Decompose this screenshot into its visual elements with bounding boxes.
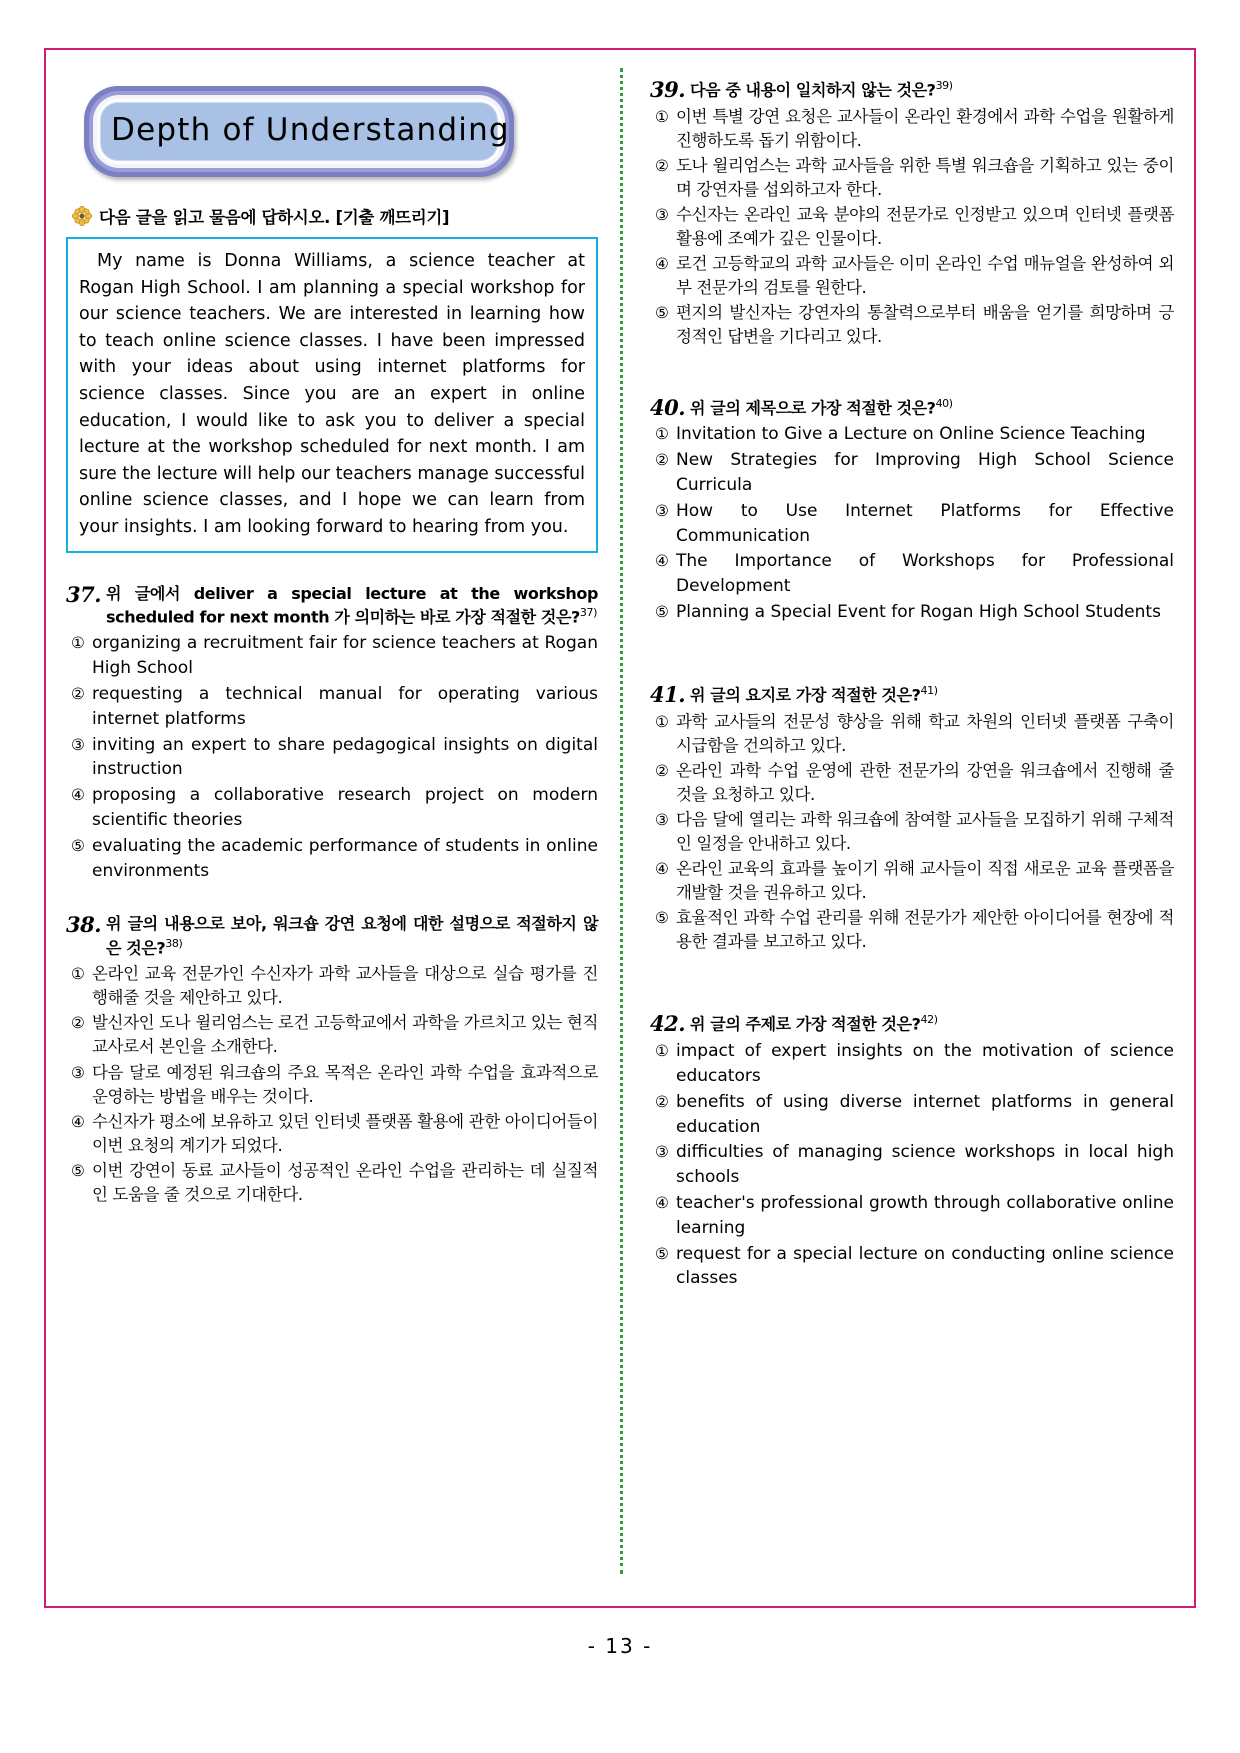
option-label: The Importance of Workshops for Professional Development: [676, 551, 1174, 597]
right-column: [620, 68, 1174, 1596]
option-item[interactable]: [66, 783, 598, 833]
option-marker: ①: [655, 1042, 669, 1061]
option-label: organizing a recruitment fair for science teachers at Rogan High School: [92, 633, 598, 679]
option-marker: ①: [71, 634, 85, 653]
option-marker: ⑤: [655, 909, 669, 928]
option-item[interactable]: [650, 105, 1174, 153]
option-label: 수신자가 평소에 보유하고 있던 인터넷 플랫폼 활용에 관한 아이디어들이 이번 요청의 계기가 되었다.: [92, 1111, 598, 1155]
question-42-sup: 42): [920, 1013, 938, 1027]
two-column-layout: [66, 68, 1174, 1596]
question-41-options: [650, 710, 1174, 955]
option-item[interactable]: [650, 1140, 1174, 1190]
option-item[interactable]: [66, 1011, 598, 1059]
option-item[interactable]: [650, 600, 1174, 625]
banner-title: Depth of Understanding: [111, 112, 510, 148]
option-label: 다음 달로 예정된 워크숍의 주요 목적은 온라인 과학 수업을 효과적으로 운영하는 방법을 배우는 것이다.: [92, 1062, 598, 1106]
option-marker: ④: [655, 255, 669, 274]
option-item[interactable]: [650, 203, 1174, 251]
option-label: benefits of using diverse internet platforms in general education: [676, 1091, 1174, 1137]
question-41-sup: 41): [920, 683, 938, 697]
option-item[interactable]: [66, 631, 598, 681]
question-40-head: [650, 396, 1174, 421]
option-label: 과학 교사들의 전문성 향상을 위해 학교 차원의 인터넷 플랫폼 구축이 시급함을 건의하고 있다.: [676, 711, 1174, 755]
option-item[interactable]: [650, 1090, 1174, 1140]
option-label: 효율적인 과학 수업 관리를 위해 전문가가 제안한 아이디어를 현장에 적용한 결과를 보고하고 있다.: [676, 908, 1174, 952]
option-item[interactable]: [66, 682, 598, 732]
option-marker: ⑤: [71, 836, 85, 855]
page-frame: [44, 48, 1196, 1608]
banner-layer-outer: [84, 86, 514, 177]
banner-layer-3: [93, 95, 510, 168]
flower-icon: [72, 206, 92, 226]
question-40-sup: 40): [935, 396, 953, 410]
option-label: 수신자는 온라인 교육 분야의 전문가로 인정받고 있으며 인터넷 플랫폼 활용에 조예가 깊은 인물이다.: [676, 205, 1174, 249]
question-37-sup: 37): [579, 606, 597, 620]
option-marker: ⑤: [655, 603, 669, 621]
question-38-sup: 38): [165, 937, 183, 951]
option-label: 편지의 발신자는 강연자의 통찰력으로부터 배움을 얻기를 희망하며 긍정적인 답변을 기다리고 있다.: [676, 303, 1174, 347]
option-label: difficulties of managing science workshops in local high schools: [676, 1142, 1174, 1188]
option-label: 로건 고등학교의 과학 교사들은 이미 온라인 수업 매뉴얼을 완성하여 외부 전문가의 검토를 원한다.: [676, 254, 1174, 298]
option-label: 온라인 과학 수업 운영에 관한 전문가의 강연을 워크숍에서 진행해 줄 것을 요청하고 있다.: [676, 760, 1174, 804]
option-label: 이번 특별 강연 요청은 교사들이 온라인 환경에서 과학 수업을 원활하게 진행하도록 돕기 위함이다.: [676, 106, 1174, 150]
question-40-number: 40.: [650, 394, 686, 420]
question-39-sup: 39): [935, 79, 953, 92]
page-number: - 13 -: [587, 1634, 653, 1658]
question-42-stem: 위 글의 주제로 가장 적절한 것은?$^{42)}$: [690, 1013, 938, 1034]
option-marker: ②: [655, 451, 669, 470]
option-label: 다음 달에 열리는 과학 워크숍에 참여할 교사들을 모집하기 위해 구체적인 일정을 안내하고 있다.: [676, 809, 1174, 853]
option-marker: ①: [655, 425, 669, 444]
option-marker: ③: [71, 1063, 85, 1082]
option-item[interactable]: [650, 549, 1174, 599]
page-footer: [44, 1608, 1196, 1658]
option-label: inviting an expert to share pedagogical insights on digital instruction: [92, 734, 598, 780]
option-item[interactable]: [66, 733, 598, 783]
reading-passage: My name is Donna Williams, a science teacher at Rogan High School. I am planning a special workshop for our science teachers. We are interested in learning how to teach online science classes. I have been impressed with your ideas about using internet platforms for science classes. Since you are an expert in online education, I would like to ask you to deliver a special lecture at the workshop scheduled for next month. I am sure the lecture will help our teachers manage successful online science classes, and I hope we can learn from your insights. I am looking forward to hearing from you.: [66, 237, 598, 553]
option-marker: ③: [655, 501, 669, 520]
question-38: [66, 913, 598, 1207]
option-item[interactable]: [650, 759, 1174, 807]
question-39-stem: 다음 중 내용이 일치하지 않는 것은?$^{39)}$: [690, 79, 953, 100]
column-divider: [620, 68, 623, 1574]
question-42-options: [650, 1039, 1174, 1291]
option-marker: ⑤: [71, 1161, 85, 1180]
question-37-number: 37.: [66, 581, 102, 607]
option-label: 발신자인 도나 윌리엄스는 로건 고등학교에서 과학을 가르치고 있는 현직 교사로서 본인을 소개한다.: [92, 1013, 598, 1057]
question-41-number: 41.: [650, 681, 686, 707]
option-label: impact of expert insights on the motivation of science educators: [676, 1041, 1174, 1086]
question-38-stem: 위 글의 내용으로 보아, 워크숍 강연 요청에 대한 설명으로 적절하지 않은 것은?$^{38)}$: [106, 914, 598, 958]
option-marker: ④: [655, 552, 669, 571]
option-item[interactable]: [66, 834, 598, 884]
option-item[interactable]: [650, 301, 1174, 349]
option-label: evaluating the academic performance of students in online environments: [92, 835, 598, 881]
option-marker: ④: [655, 860, 669, 879]
option-marker: ⑤: [655, 304, 669, 323]
option-label: Invitation to Give a Lecture on Online Science Teaching: [676, 424, 1146, 445]
option-label: request for a special lecture on conducting online science classes: [676, 1243, 1174, 1289]
option-item[interactable]: [650, 1191, 1174, 1241]
option-marker: ①: [655, 107, 669, 126]
question-39-options: [650, 105, 1174, 350]
question-39: [650, 78, 1174, 350]
banner-layer-2: [89, 91, 509, 172]
question-38-options: [66, 962, 598, 1207]
option-marker: ②: [655, 156, 669, 175]
option-label: New Strategies for Improving High School Science Curricula: [676, 450, 1174, 495]
left-column: [66, 68, 620, 1596]
option-label: 온라인 교육 전문가인 수신자가 과학 교사들을 대상으로 실습 평가를 진행해줄 것을 제안하고 있다.: [92, 964, 598, 1008]
instruction-text: 다음 글을 읽고 물음에 답하시오. [기출 깨뜨리기]: [99, 208, 450, 227]
question-42: [650, 1012, 1174, 1291]
option-marker: ③: [71, 735, 85, 754]
question-37: [66, 583, 598, 884]
option-label: proposing a collaborative research project on modern scientific theories: [92, 785, 598, 830]
option-marker: ①: [655, 712, 669, 731]
option-label: 이번 강연이 동료 교사들이 성공적인 온라인 수업을 관리하는 데 실질적인 도움을 줄 것으로 기대한다.: [92, 1160, 598, 1204]
option-label: teacher's professional growth through collaborative online learning: [676, 1193, 1174, 1238]
question-41-head: [650, 683, 1174, 708]
question-39-number: 39.: [650, 77, 686, 102]
option-marker: ⑤: [655, 1244, 669, 1263]
banner-layer-4: [97, 99, 510, 164]
option-marker: ③: [655, 1143, 669, 1162]
question-37-options: [66, 631, 598, 883]
option-marker: ④: [71, 1112, 85, 1131]
option-item[interactable]: [650, 1242, 1174, 1292]
option-marker: ①: [71, 965, 85, 984]
option-marker: ③: [655, 206, 669, 225]
option-item[interactable]: [650, 448, 1174, 498]
option-item[interactable]: [650, 499, 1174, 549]
question-40: [650, 396, 1174, 625]
option-item[interactable]: [66, 1159, 598, 1207]
option-marker: ④: [71, 786, 85, 805]
option-label: requesting a technical manual for operating various internet platforms: [92, 683, 598, 729]
option-item[interactable]: [650, 710, 1174, 758]
question-42-number: 42.: [650, 1011, 686, 1037]
question-38-head: [66, 913, 598, 960]
option-item[interactable]: [650, 1039, 1174, 1089]
option-marker: ③: [655, 810, 669, 829]
option-item[interactable]: [650, 252, 1174, 300]
option-item[interactable]: [66, 1110, 598, 1158]
option-marker: ②: [655, 761, 669, 780]
question-37-stem: 위 글에서 deliver a special lecture at the workshop scheduled for next month 가 의미하는 바로 가장 적절한 것은?$^{37)}$: [106, 583, 598, 627]
question-40-options: [650, 422, 1174, 625]
option-item[interactable]: [66, 1061, 598, 1109]
question-40-stem: 위 글의 제목으로 가장 적절한 것은?$^{40)}$: [690, 396, 953, 417]
banner-inner: [100, 102, 510, 161]
option-item[interactable]: [650, 808, 1174, 856]
option-label: How to Use Internet Platforms for Effective Communication: [676, 500, 1174, 546]
option-marker: ②: [71, 1014, 85, 1033]
option-item[interactable]: [650, 906, 1174, 954]
question-41-stem: 위 글의 요지로 가장 적절한 것은?$^{41)}$: [690, 683, 938, 705]
option-marker: ②: [655, 1092, 669, 1111]
option-item[interactable]: [66, 962, 598, 1010]
question-37-head: [66, 583, 598, 630]
option-marker: ④: [655, 1194, 669, 1212]
option-item[interactable]: [650, 422, 1174, 447]
option-marker: ②: [71, 684, 85, 703]
title-banner: [84, 86, 514, 177]
option-item[interactable]: [650, 154, 1174, 202]
instruction-row: [72, 203, 598, 228]
question-39-head: [650, 78, 1174, 103]
question-42-head: [650, 1012, 1174, 1037]
option-label: 도나 윌리엄스는 과학 교사들을 위한 특별 워크숍을 기획하고 있는 중이며 강연자를 섭외하고자 한다.: [676, 155, 1174, 199]
option-item[interactable]: [650, 857, 1174, 905]
question-41: [650, 683, 1174, 955]
option-label: Planning a Special Event for Rogan High School Students: [676, 602, 1161, 622]
option-label: 온라인 교육의 효과를 높이기 위해 교사들이 직접 새로운 교육 플랫폼을 개발할 것을 권유하고 있다.: [676, 859, 1174, 903]
question-38-number: 38.: [66, 912, 102, 938]
